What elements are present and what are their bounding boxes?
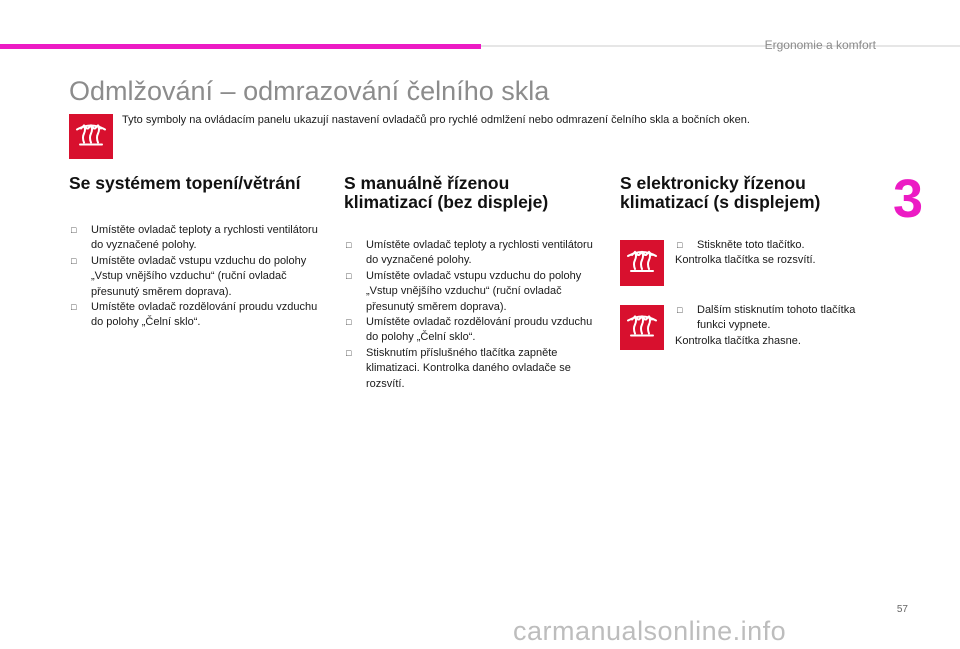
step-result: Kontrolka tlačítka se rozsvítí. bbox=[675, 254, 816, 267]
list-item: □ Umístěte ovladač teploty a rychlosti ventilátoru do vyznačené polohy. bbox=[69, 223, 319, 254]
accent-bar bbox=[0, 44, 481, 49]
instruction-step bbox=[675, 238, 895, 269]
header-rule bbox=[481, 45, 960, 47]
list-item: □ Umístěte ovladač rozdělování proudu vzduchu do polohy „Čelní sklo“. bbox=[344, 315, 596, 346]
intro-text: Tyto symboly na ovládacím panelu ukazují nastavení ovladačů pro rychlé odmlžení nebo odmrazení čelního skla a bočních oken. bbox=[122, 114, 750, 126]
page-number: 57 bbox=[896, 604, 908, 615]
instruction-list-heating bbox=[69, 223, 319, 331]
list-item: □ Umístěte ovladač rozdělování proudu vzduchu do polohy „Čelní sklo“. bbox=[69, 300, 319, 331]
watermark: carmanualsonline.info bbox=[513, 616, 787, 646]
column-heading-manual-ac: S manuálně řízenou klimatizací (bez displeje) bbox=[344, 173, 549, 212]
windscreen-defrost-icon bbox=[620, 305, 664, 350]
step-action: □ Dalším stisknutím tohoto tlačítka funkci vypnete. bbox=[675, 303, 885, 334]
windscreen-defrost-icon bbox=[69, 114, 113, 159]
column-heading-electronic-ac: S elektronicky řízenou klimatizací (s displejem) bbox=[620, 173, 821, 212]
list-item: □ Umístěte ovladač teploty a rychlosti ventilátoru do vyznačené polohy. bbox=[344, 238, 596, 269]
column-heading-heating: Se systémem topení/větrání bbox=[69, 173, 301, 193]
windscreen-defrost-icon bbox=[620, 240, 664, 286]
list-item: □ Stisknutím příslušného tlačítka zapněte klimatizaci. Kontrolka daného ovladače se rozsvítí. bbox=[344, 346, 596, 392]
step-action: □ Stiskněte toto tlačítko. bbox=[675, 238, 895, 253]
page-title: Odmlžování – odmrazování čelního skla bbox=[69, 76, 550, 106]
step-result: Kontrolka tlačítka zhasne. bbox=[675, 334, 801, 347]
chapter-number: 3 bbox=[893, 169, 924, 229]
list-item: □ Umístěte ovladač vstupu vzduchu do polohy „Vstup vnějšího vzduchu“ (ruční ovladač přesunutý směrem doprava). bbox=[69, 254, 319, 300]
instruction-list-manual-ac bbox=[344, 238, 596, 392]
list-item: □ Umístěte ovladač vstupu vzduchu do polohy „Vstup vnějšího vzduchu“ (ruční ovladač přesunutý směrem doprava). bbox=[344, 269, 596, 315]
instruction-step bbox=[675, 303, 885, 349]
section-name: Ergonomie a komfort bbox=[764, 38, 876, 52]
